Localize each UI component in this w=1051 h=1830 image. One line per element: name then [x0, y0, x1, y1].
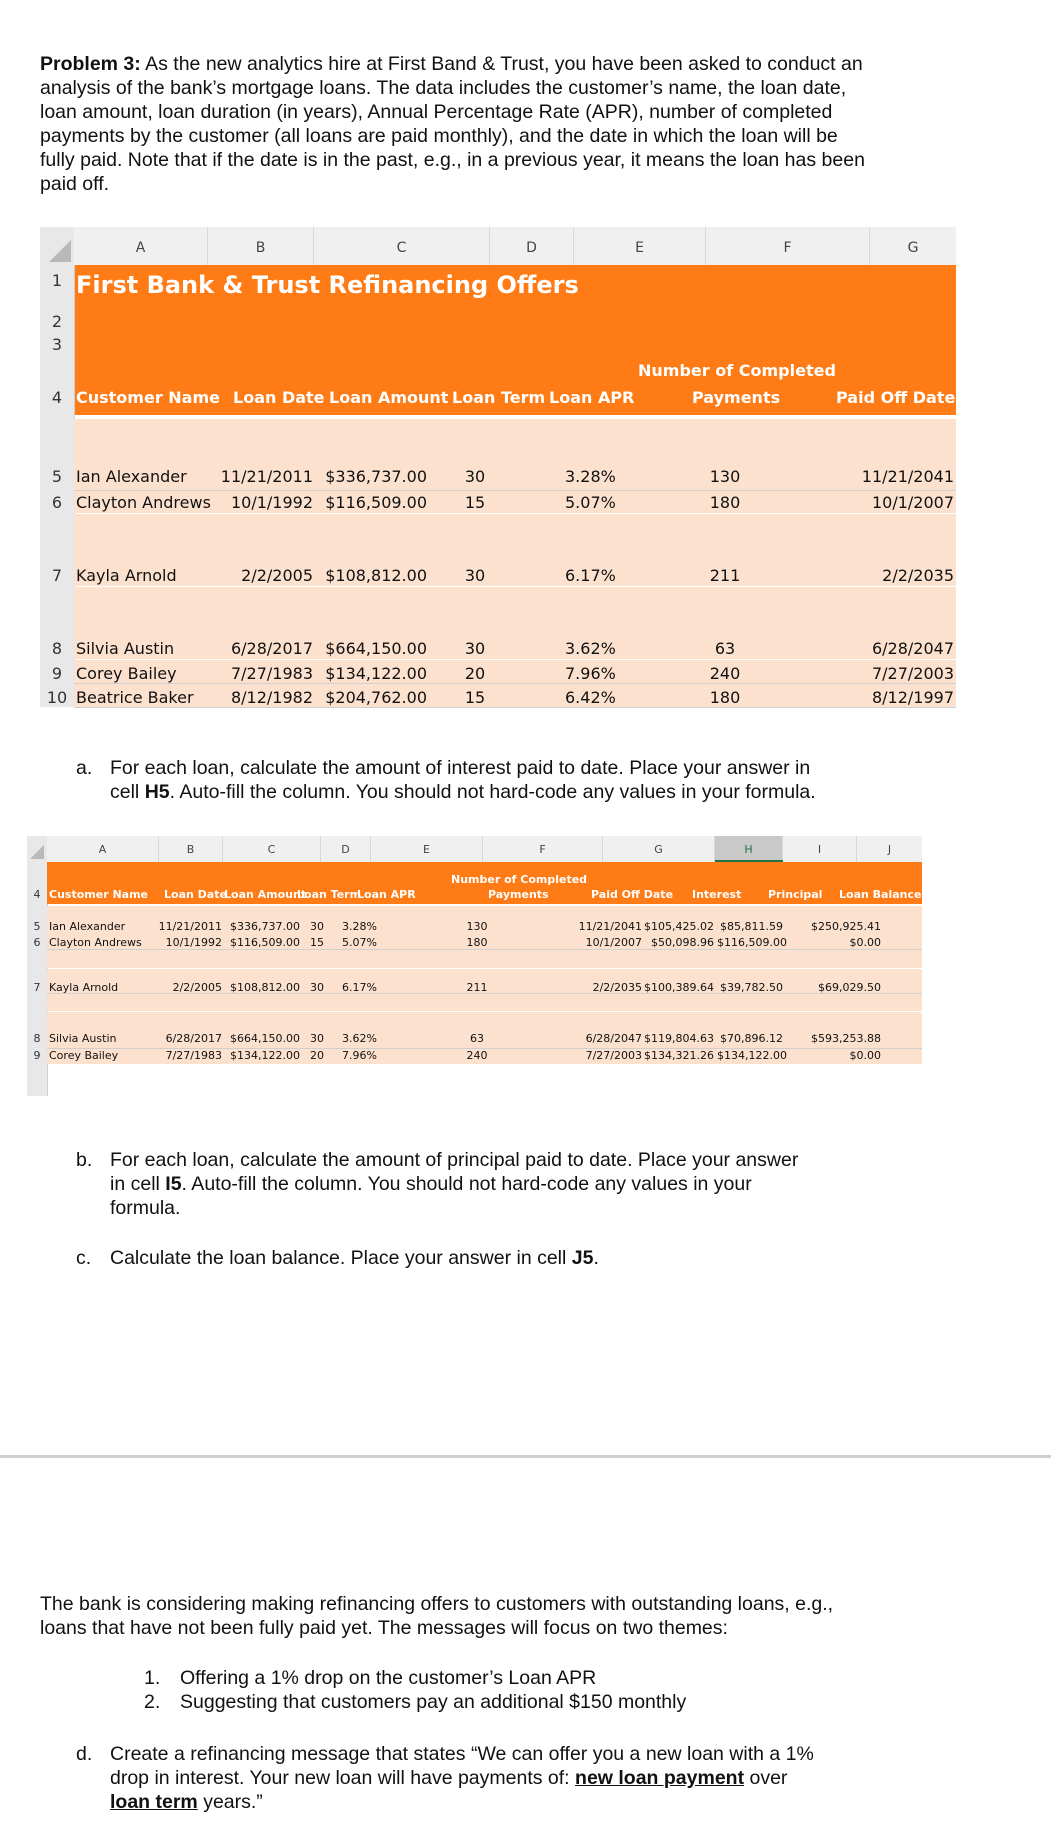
problem-line-1: Problem 3: As the new analytics hire at First Band & Trust, you have been asked to conduct an [40, 53, 863, 75]
cell-payments[interactable]: 130 [466, 920, 488, 933]
cell-loan-apr[interactable]: 7.96% [342, 1049, 377, 1062]
row-number[interactable]: 8 [33, 1032, 41, 1045]
problem-line-6: paid off. [40, 173, 110, 195]
problem-label: Problem 3: [40, 53, 141, 75]
cell-loan-balance[interactable]: $69,029.50 [818, 981, 881, 994]
question-a-label: a. [76, 757, 93, 779]
cell-loan-amount[interactable]: $664,150.00 [230, 1032, 300, 1045]
column-header-g[interactable]: G [907, 240, 919, 256]
header-loan-term: Loan Term [452, 388, 546, 407]
header-customer-name: Customer Name [76, 388, 220, 407]
gridline [47, 949, 922, 950]
gridline [74, 683, 956, 684]
cell-loan-term[interactable]: 15 [310, 936, 324, 949]
cell-loan-term[interactable]: 30 [464, 467, 486, 486]
cell-loan-apr[interactable]: 3.28% [565, 467, 616, 486]
spreadsheet-refinancing [40, 227, 956, 707]
cell-customer-name[interactable]: Clayton Andrews [76, 493, 211, 512]
theme-item: 2. [144, 1691, 161, 1713]
cell-customer-name[interactable]: Kayla Arnold [76, 566, 177, 585]
page-divider [0, 1455, 1051, 1458]
cell-loan-apr[interactable]: 6.42% [565, 688, 616, 707]
cell-paid-off-date[interactable]: 10/1/2007 [871, 493, 954, 512]
row-number[interactable]: 7 [33, 981, 41, 994]
cell-interest[interactable]: $105,425.02 [644, 920, 714, 933]
cell-paid-off-date[interactable]: 6/28/2047 [871, 639, 954, 658]
row-number[interactable]: 4 [51, 388, 63, 407]
cell-loan-amount[interactable]: $116,509.00 [325, 493, 427, 512]
question-c-text: Calculate the loan balance. Place your answer in cell J5. [110, 1247, 599, 1269]
cell-customer-name[interactable]: Clayton Andrews [49, 936, 142, 949]
column-header-h[interactable]: H [715, 836, 783, 862]
cell-loan-term[interactable]: 30 [464, 566, 486, 585]
cell-loan-amount[interactable]: $336,737.00 [230, 920, 300, 933]
refinance-intro [40, 1592, 960, 1640]
theme-list [144, 1666, 944, 1716]
question-b-line-3: formula. [110, 1197, 181, 1219]
theme-item: 1. [144, 1667, 161, 1689]
cell-paid-off-date[interactable]: 11/21/2041 [578, 920, 642, 933]
cell-loan-balance[interactable]: $250,925.41 [811, 920, 881, 933]
cell-loan-apr[interactable]: 3.62% [342, 1032, 377, 1045]
cell-customer-name[interactable]: Kayla Arnold [49, 981, 119, 994]
cell-customer-name[interactable]: Ian Alexander [49, 920, 126, 933]
header-payments: Payments [488, 888, 549, 901]
column-header-j[interactable]: J [887, 843, 892, 856]
cell-payments[interactable]: 180 [466, 936, 488, 949]
header-loan-amount: Loan Amount [224, 888, 307, 901]
cell-loan-amount[interactable]: $108,812.00 [325, 566, 427, 585]
cell-payments[interactable]: 63 [470, 1032, 484, 1045]
cell-loan-apr[interactable]: 6.17% [565, 566, 616, 585]
cell-payments[interactable]: 63 [714, 639, 736, 658]
column-header-d[interactable]: D [321, 836, 371, 862]
cell-paid-off-date[interactable]: 10/1/2007 [585, 936, 642, 949]
cell-loan-term[interactable]: 20 [310, 1049, 324, 1062]
cell-interest[interactable]: $119,804.63 [644, 1032, 714, 1045]
cell-payments[interactable]: 240 [466, 1049, 488, 1062]
row-number[interactable]: 3 [51, 335, 63, 354]
cell-paid-off-date[interactable]: 6/28/2047 [585, 1032, 642, 1045]
question-d-label: d. [76, 1743, 93, 1765]
question-a [76, 756, 976, 806]
header-number-completed: Number of Completed [451, 873, 588, 886]
cell-loan-apr[interactable]: 3.62% [565, 639, 616, 658]
cell-loan-apr[interactable]: 6.17% [342, 981, 377, 994]
column-header-e[interactable]: E [574, 227, 706, 265]
question-c [76, 1246, 976, 1272]
cell-loan-apr[interactable]: 5.07% [565, 493, 616, 512]
cell-customer-name[interactable]: Beatrice Baker [76, 688, 194, 707]
row-number[interactable]: 6 [33, 936, 41, 949]
cell-principal[interactable]: $134,122.00 [717, 1049, 787, 1062]
row-number[interactable]: 5 [51, 467, 63, 486]
gridline [74, 490, 956, 491]
question-b [76, 1148, 976, 1222]
cell-loan-date[interactable]: 11/21/2011 [220, 467, 313, 486]
column-header-row [27, 836, 922, 863]
row-number[interactable]: 9 [51, 664, 63, 683]
theme-text: Offering a 1% drop on the customer’s Loan APR [180, 1667, 597, 1689]
header-customer-name: Customer Name [49, 888, 148, 901]
cell-loan-term[interactable]: 30 [310, 981, 324, 994]
column-header-a[interactable]: A [74, 227, 208, 265]
sheet-title: First Bank & Trust Refinancing Offers [76, 271, 579, 299]
select-all-corner[interactable] [27, 836, 47, 862]
cell-interest[interactable]: $50,098.96 [651, 936, 714, 949]
cell-paid-off-date[interactable]: 7/27/2003 [871, 664, 954, 683]
column-header-a[interactable]: A [47, 836, 159, 862]
cell-loan-date[interactable]: 10/1/1992 [165, 936, 222, 949]
row-number[interactable]: 10 [46, 688, 68, 707]
cell-loan-balance[interactable]: $0.00 [849, 936, 881, 949]
select-all-corner[interactable] [40, 227, 74, 265]
column-header-b[interactable]: B [159, 836, 223, 862]
problem-statement [40, 52, 960, 196]
cell-loan-amount[interactable]: $108,812.00 [230, 981, 300, 994]
cell-loan-amount[interactable]: $134,122.00 [230, 1049, 300, 1062]
cell-principal[interactable]: $39,782.50 [720, 981, 783, 994]
question-a-line-2: cell H5. Auto-fill the column. You should not hard-code any values in your formula. [110, 781, 816, 803]
header-paid-off-date: Paid Off Date [836, 388, 956, 407]
cell-loan-date[interactable]: 6/28/2017 [230, 639, 313, 658]
question-b-line-2: in cell I5. Auto-fill the column. You should not hard-code any values in your [110, 1173, 752, 1195]
cell-interest[interactable]: $100,389.64 [644, 981, 714, 994]
cell-interest[interactable]: $134,321.26 [644, 1049, 714, 1062]
cell-loan-date[interactable]: 10/1/1992 [230, 493, 313, 512]
header-number-completed: Number of Completed [638, 361, 836, 380]
cell-loan-term[interactable]: 30 [464, 639, 486, 658]
cell-loan-date[interactable]: 2/2/2005 [172, 981, 222, 994]
refinance-line-2: loans that have not been fully paid yet. The messages will focus on two themes: [40, 1617, 728, 1639]
row-number[interactable]: 2 [51, 312, 63, 331]
cell-payments[interactable]: 180 [709, 688, 741, 707]
cell-payments[interactable]: 211 [709, 566, 741, 585]
column-header-f[interactable]: F [706, 227, 870, 265]
cell-loan-term[interactable]: 15 [464, 688, 486, 707]
cell-loan-amount[interactable]: $116,509.00 [230, 936, 300, 949]
cell-payments[interactable]: 240 [709, 664, 741, 683]
cell-loan-apr[interactable]: 7.96% [565, 664, 616, 683]
cell-payments[interactable]: 211 [466, 981, 488, 994]
cell-paid-off-date[interactable]: 11/21/2041 [861, 467, 954, 486]
cell-payments[interactable]: 130 [709, 467, 741, 486]
cell-loan-date[interactable]: 6/28/2017 [165, 1032, 222, 1045]
question-b-line-1: For each loan, calculate the amount of principal paid to date. Place your answer [110, 1149, 799, 1171]
row-number[interactable]: 1 [51, 271, 63, 290]
cell-loan-balance[interactable]: $0.00 [849, 1049, 881, 1062]
cell-loan-amount[interactable]: $134,122.00 [325, 664, 427, 683]
column-header-d[interactable]: D [490, 227, 574, 265]
header-principal: Principal [768, 888, 823, 901]
problem-line-3: loan amount, loan duration (in years), Annual Percentage Rate (APR), number of completed [40, 101, 833, 123]
column-header-f[interactable]: F [483, 836, 603, 862]
row-number[interactable]: 7 [51, 566, 63, 585]
cell-principal[interactable]: $85,811.59 [720, 920, 783, 933]
problem-line-5: fully paid. Note that if the date is in the past, e.g., in a previous year, it means the loan has been [40, 149, 865, 171]
question-d-line-2: drop in interest. Your new loan will have payments of: new loan payment over [110, 1767, 788, 1789]
cell-paid-off-date[interactable]: 2/2/2035 [592, 981, 642, 994]
column-header-g[interactable]: G [603, 836, 715, 862]
cell-customer-name[interactable]: Corey Bailey [49, 1049, 119, 1062]
cell-loan-amount[interactable]: $336,737.00 [325, 467, 427, 486]
question-d [76, 1742, 976, 1816]
cell-paid-off-date[interactable]: 2/2/2035 [882, 566, 954, 585]
header-payments: Payments [692, 388, 781, 407]
cell-loan-apr[interactable]: 5.07% [342, 936, 377, 949]
cell-paid-off-date[interactable]: 8/12/1997 [871, 688, 954, 707]
cell-loan-amount[interactable]: $664,150.00 [325, 639, 427, 658]
question-d-line-1: Create a refinancing message that states “We can offer you a new loan with a 1% [110, 1743, 814, 1765]
header-interest: Interest [692, 888, 742, 901]
cell-loan-date[interactable]: 7/27/1983 [165, 1049, 222, 1062]
cell-principal[interactable]: $116,509.00 [717, 936, 787, 949]
cell-loan-date[interactable]: 11/21/2011 [158, 920, 222, 933]
question-b-label: b. [76, 1149, 93, 1171]
row-number[interactable]: 9 [33, 1049, 41, 1062]
refinance-line-1: The bank is considering making refinancing offers to customers with outstanding loans, e.g., [40, 1593, 834, 1615]
cell-loan-balance[interactable]: $593,253.88 [811, 1032, 881, 1045]
cell-paid-off-date[interactable]: 7/27/2003 [585, 1049, 642, 1062]
column-header-b[interactable]: B [208, 227, 314, 265]
cell-customer-name[interactable]: Silvia Austin [49, 1032, 117, 1045]
theme-text: Suggesting that customers pay an additional $150 monthly [180, 1691, 687, 1713]
gridline [74, 707, 956, 708]
question-a-line-1: For each loan, calculate the amount of interest paid to date. Place your answer in [110, 757, 811, 779]
column-header-e[interactable]: E [371, 836, 483, 862]
header-loan-term: Loan Term [297, 888, 362, 901]
header-loan-amount: Loan Amount [329, 388, 449, 407]
cell-loan-term[interactable]: 30 [310, 1032, 324, 1045]
cell-customer-name[interactable]: Corey Bailey [76, 664, 177, 683]
question-c-label: c. [76, 1247, 92, 1269]
cell-loan-term[interactable]: 20 [464, 664, 486, 683]
problem-line-4: payments by the customer (all loans are paid monthly), and the date in which the loan will be [40, 125, 838, 147]
cell-loan-date[interactable]: 8/12/1982 [230, 688, 313, 707]
header-loan-date: Loan Date [164, 888, 227, 901]
column-header-c[interactable]: C [314, 227, 490, 265]
header-loan-apr: Loan APR [357, 888, 416, 901]
row-number[interactable]: 6 [51, 493, 63, 512]
cell-loan-term[interactable]: 15 [464, 493, 486, 512]
cell-loan-apr[interactable]: 3.28% [342, 920, 377, 933]
row-number[interactable]: 4 [33, 888, 41, 901]
question-d-line-3: loan term years.” [110, 1791, 263, 1813]
cell-loan-term[interactable]: 30 [310, 920, 324, 933]
column-header-row [40, 227, 956, 266]
column-header-c[interactable]: C [223, 836, 321, 862]
cell-principal[interactable]: $70,896.12 [720, 1032, 783, 1045]
header-loan-date: Loan Date [233, 388, 325, 407]
problem-line-2: analysis of the bank’s mortgage loans. The data includes the customer’s name, the loan date, [40, 77, 847, 99]
cell-payments[interactable]: 180 [709, 493, 741, 512]
spreadsheet-interest [27, 836, 922, 1096]
cell-customer-name[interactable]: Ian Alexander [76, 467, 187, 486]
header-paid-off-date: Paid Off Date [591, 888, 674, 901]
row-number[interactable]: 5 [33, 920, 41, 933]
column-header-i[interactable]: I [783, 836, 857, 862]
cell-loan-date[interactable]: 7/27/1983 [230, 664, 313, 683]
header-loan-apr: Loan APR [549, 388, 635, 407]
cell-customer-name[interactable]: Silvia Austin [76, 639, 175, 658]
header-loan-balance: Loan Balance [839, 888, 922, 901]
cell-loan-date[interactable]: 2/2/2005 [241, 566, 313, 585]
cell-loan-amount[interactable]: $204,762.00 [325, 688, 427, 707]
row-number[interactable]: 8 [51, 639, 63, 658]
